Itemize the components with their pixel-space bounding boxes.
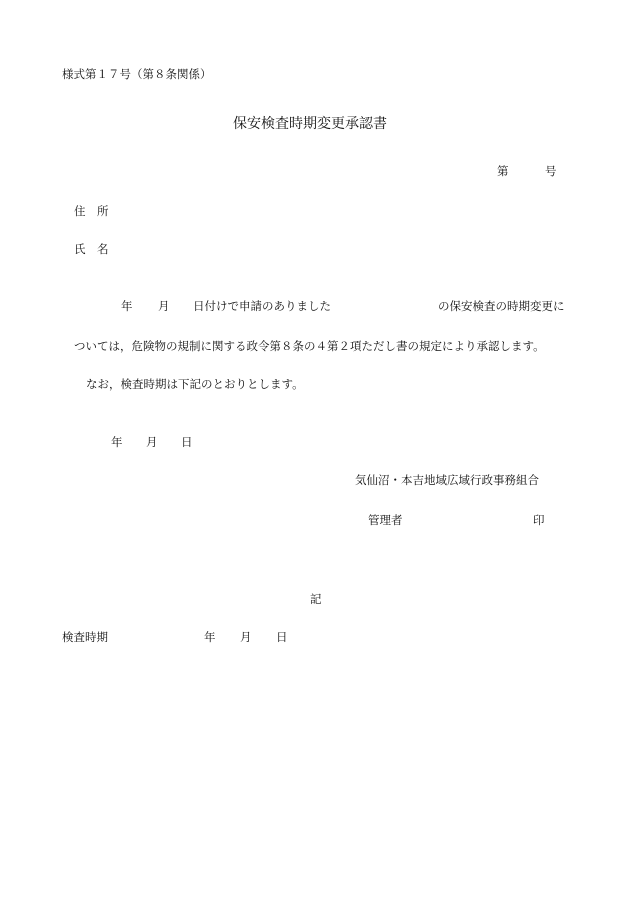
ki-heading: 記 [310,592,322,606]
date-month: 月 [146,435,158,449]
page-title: 保安検査時期変更承認書 [233,116,387,132]
inspection-month: 月 [240,630,252,644]
body-line1-text2: の保安検査の時期変更に [438,299,565,313]
date-day: 日 [181,435,193,449]
address-label: 住 所 [74,204,109,218]
name-label: 氏 名 [74,242,109,256]
seal-mark: 印 [533,513,545,527]
inspection-label: 検査時期 [62,630,108,644]
manager-label: 管理者 [368,513,403,527]
form-label: 様式第１７号（第８条関係） [62,67,212,81]
body-line1-year: 年 [121,299,133,313]
body-line1-text1: 日付けで申請のありました [193,299,331,313]
body-line3: なお，検査時期は下記のとおりとします。 [86,377,304,391]
number-dai: 第 [497,164,509,178]
number-go: 号 [545,164,557,178]
body-line2: ついては，危険物の規制に関する政令第８条の４第２項ただし書の規定により承認します。 [74,339,545,353]
date-year: 年 [111,435,123,449]
body-line1-month: 月 [158,299,170,313]
inspection-day: 日 [276,630,288,644]
inspection-year: 年 [204,630,216,644]
issuer-organization: 気仙沼・本吉地域広域行政事務組合 [355,473,539,487]
